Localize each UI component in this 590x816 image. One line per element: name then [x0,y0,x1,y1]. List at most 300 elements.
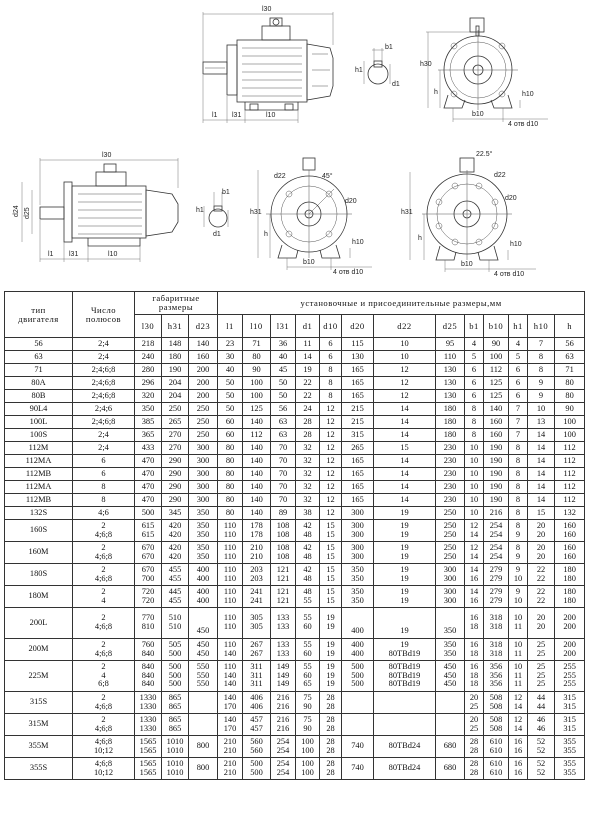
dimension-cell: 12 14 [509,714,528,736]
col-header-l31: l31 [271,315,296,338]
dimension-cell: 125 [484,390,509,403]
dimension-cell: 230 [436,494,465,507]
dimension-cell: 14 [374,429,436,442]
dimension-cell: 160 160 [555,542,585,564]
dimension-cell: 165 [342,377,374,390]
poles-cell: 4;6 [73,507,135,520]
dimension-cell: 19 19 [374,520,436,542]
top-front-h10-label: h10 [522,91,534,98]
poles-cell: 4;6;8 10;12 [73,736,135,758]
col-header-d20: d20 [342,315,374,338]
dimension-cell: 42 48 [296,564,320,586]
bot-flange2-h31-label: h31 [401,209,413,216]
dimension-cell: 204 [162,390,189,403]
bot-flange2-h-label: h [418,235,422,242]
dimension-cell: 420 420 [162,520,189,542]
dimension-cell: 19 [374,608,436,639]
bot-l1-label: l1 [48,251,54,258]
motor-type-cell: 200M [5,639,73,661]
dimension-cell: 218 [135,338,162,351]
dimension-cell: 9 10 [509,586,528,608]
col-header-d23: d23 [189,315,218,338]
dimension-cell: 90 [243,364,271,377]
dimension-cell: 318 318 [484,608,509,639]
dimension-cell: 165 [342,390,374,403]
dimension-cell: 45 [271,364,296,377]
bot-flange2-h10-label: h10 [510,241,522,248]
dimension-cell: 500 500 [243,758,271,780]
bot-l10-label: l10 [108,251,118,258]
dimension-cell: 350 350 [436,639,465,661]
dimension-cell: 420 420 [162,542,189,564]
bot-flange-b10-label: b10 [303,259,315,266]
dimension-cell: 160 [189,351,218,364]
dimension-cell: 350 350 [342,586,374,608]
dimension-cell: 44 44 [528,692,555,714]
top-front-h30-label: h30 [420,61,432,68]
poles-cell: 2 4 [73,586,135,608]
dimension-cell: 445 455 [162,586,189,608]
dimension-cell: 80 [218,481,243,494]
dimension-cell: 90 [484,338,509,351]
dimension-cell: 22 22 [528,586,555,608]
table-row [5,564,585,586]
dimension-cell: 180 [162,351,189,364]
table-row [5,351,585,364]
dimension-cell: 180 180 [555,564,585,586]
dimension-cell: 40 [271,351,296,364]
dimension-cell: 470 [135,455,162,468]
dimension-cell: 12 [320,494,342,507]
dimension-cell: 140 [189,338,218,351]
col-header-h31: h31 [162,315,189,338]
dimension-cell: 108 108 [271,542,296,564]
dimension-cell: 100 [555,416,585,429]
dimension-cell: 10 [465,455,484,468]
dimension-cell: 100 [555,429,585,442]
table-row [5,736,585,758]
dimension-cell: 19 80TBd19 [374,639,436,661]
dimension-cell: 315 315 [555,714,585,736]
dimension-cell: 10 [465,507,484,520]
table-row [5,661,585,692]
dimension-cell: 670 700 [135,564,162,586]
dimension-cell: 178 178 [243,520,271,542]
dimension-cell: 6 [465,390,484,403]
top-front-b10-label: b10 [472,111,484,118]
dimension-cell [374,714,436,736]
dimension-cell: 19 19 [374,586,436,608]
dimension-cell: 680 [436,736,465,758]
dimension-cell: 365 [135,429,162,442]
dimension-cell: 165 [342,481,374,494]
dimension-cell: 110 110 [218,542,243,564]
table-row [5,338,585,351]
dimension-cell: 7 [509,416,528,429]
dimension-cell: 350 [436,608,465,639]
dimension-cell: 190 [484,494,509,507]
dimension-cell: 250 250 [436,542,465,564]
dimension-cell: 7 [509,403,528,416]
dimension-cell: 125 [484,377,509,390]
motor-type-cell: 100S [5,429,73,442]
dimension-cell: 350 [135,403,162,416]
col-header-poles: Число полюсов [73,292,135,338]
dimension-cell: 80TBd24 [374,736,436,758]
motor-type-cell: 112MB [5,494,73,507]
dimension-cell: 300 300 [436,564,465,586]
dimension-cell: 300 300 [342,520,374,542]
top-l1-label: l1 [212,112,218,119]
dimension-cell: 25 25 25 [528,661,555,692]
bot-key-b1-label: b1 [222,189,230,196]
top-front-holes-label: 4 отв d10 [508,121,539,128]
dimension-cell: 22 22 [528,564,555,586]
dimension-cell: 52 52 [528,758,555,780]
dimension-cell: 216 [484,507,509,520]
poles-cell: 2;4;6;8 [73,377,135,390]
dimension-cell: 132 [555,507,585,520]
dimension-cell: 14 16 [465,564,484,586]
dimension-cell: 8 [509,481,528,494]
dimension-cell: 25 25 [528,639,555,661]
dimension-cell: 22 [296,390,320,403]
dimension-cell: 350 [189,507,218,520]
dimension-cell: 500 500 500 [162,661,189,692]
bot-key-d1-label: d1 [213,231,221,238]
table-row [5,586,585,608]
dimension-cell: 5 [509,351,528,364]
dimension-cell: 63 [271,416,296,429]
dimension-cell: 16 16 [509,758,528,780]
dimension-cell: 200 200 [555,608,585,639]
dimension-cell: 121 121 [271,586,296,608]
bot-l31-label: l31 [69,251,79,258]
dimension-cell: 210 210 [243,542,271,564]
dimension-cell: 10 [465,494,484,507]
dimension-cell: 140 [243,442,271,455]
dimension-cell: 130 [436,390,465,403]
dimension-cell: 8 [320,390,342,403]
dimension-cell: 8 9 [509,520,528,542]
dimension-cell [436,714,465,736]
top-l10-label: l10 [266,112,276,119]
dimension-cell: 149 149 149 [271,661,296,692]
motor-type-cell: 112MA [5,455,73,468]
dimension-cell: 112 [484,364,509,377]
dimensions-table [4,291,585,780]
table-row [5,429,585,442]
table-row [5,390,585,403]
dimension-cell: 70 [271,455,296,468]
dimension-cell: 670 670 [135,542,162,564]
dimension-cell: 12 [320,481,342,494]
dimension-cell: 15 [528,507,555,520]
dimension-cell: 16 18 [465,639,484,661]
dimension-cell: 400 400 [189,586,218,608]
dimension-cell: 46 46 [528,714,555,736]
dimension-cell: 63 [555,351,585,364]
dimension-cell: 6 [320,351,342,364]
dimension-cell: 55 60 [296,639,320,661]
dimension-cell: 19 19 [374,564,436,586]
dimension-cell: 80 [218,494,243,507]
table-row [5,507,585,520]
bot-flange2-holes-label: 4 отв d10 [494,271,525,278]
bot-flange2-d20-label: d20 [505,195,517,202]
dimension-cell: 90 [555,403,585,416]
dimension-cell: 22 [296,377,320,390]
dimension-cell: 140 [243,481,271,494]
col-header-h10: h10 [528,315,555,338]
dimension-cell: 28 [296,416,320,429]
dimension-cell: 250 [162,403,189,416]
dimension-cell: 400 [342,608,374,639]
col-header-d1: d1 [296,315,320,338]
dimension-cell: 508 508 [484,692,509,714]
bot-flange2-b10-label: b10 [461,261,473,268]
dimension-cell: 28 28 [320,758,342,780]
dimension-cell: 14 [374,468,436,481]
dimension-cell: 56 [271,403,296,416]
top-key-section [355,44,400,88]
dimension-cell: 10 11 11 [509,661,528,692]
dimension-cell: 160 [484,416,509,429]
dimension-cell: 305 305 [243,608,271,639]
dimension-cell: 180 [436,403,465,416]
dimension-cell: 4 [509,338,528,351]
dimension-cell: 356 356 356 [484,661,509,692]
motor-type-cell: 355M [5,736,73,758]
dimension-cell: 216 216 [271,714,296,736]
bot-flange-h31-label: h31 [250,209,262,216]
dimension-cell: 10 [465,442,484,455]
poles-cell: 2;4 [73,442,135,455]
dimension-cell: 320 [135,390,162,403]
bot-d24-label: d24 [13,205,20,217]
bot-flange-h10-label: h10 [352,239,364,246]
dimension-cell: 36 [271,338,296,351]
dimension-cell: 70 [271,442,296,455]
dimension-cell: 140 [243,494,271,507]
dimension-cell: 300 300 [436,586,465,608]
dimension-cell: 14 [528,481,555,494]
col-header-b1: b1 [465,315,484,338]
dimension-cell: 255 255 255 [555,661,585,692]
bot-l30-label: l30 [102,152,112,159]
dimension-cell: 71 [555,364,585,377]
dimension-cell: 19 19 19 [320,661,342,692]
dimension-cell: 19 19 [320,639,342,661]
dimension-cell: 355 355 [555,758,585,780]
dimension-cell: 80TBd24 [374,758,436,780]
dimension-cell: 12 14 [465,542,484,564]
col-header-l30: l30 [135,315,162,338]
dimension-cell: 15 15 [320,586,342,608]
dimension-cell: 28 28 [320,692,342,714]
dimension-cell: 267 267 [243,639,271,661]
dimension-cell: 760 840 [135,639,162,661]
table-row [5,442,585,455]
table-row [5,542,585,564]
dimension-cell: 140 [243,468,271,481]
dimension-cell: 95 [436,338,465,351]
dimension-cell: 100 [243,377,271,390]
dimension-cell: 100 [484,351,509,364]
dimension-cell: 14 [296,351,320,364]
dimension-cell: 80 [218,442,243,455]
dimension-cell: 14 16 [465,586,484,608]
dimension-cell: 180 [436,416,465,429]
dimension-cell [189,692,218,714]
dimension-cell: 165 [342,494,374,507]
dimension-cell: 315 315 [555,692,585,714]
bot-flange-d22-label: d22 [274,173,286,180]
dimension-cell: 110 110 [218,608,243,639]
dimension-cell: 50 [218,403,243,416]
dimension-cell: 270 [162,442,189,455]
dimension-cell: 15 15 [320,542,342,564]
dimension-cell: 10 [374,351,436,364]
dimension-cell [189,714,218,736]
dimension-cell: 28 28 [320,736,342,758]
dimension-cell: 20 20 [528,520,555,542]
dimension-cell: 8 [320,377,342,390]
dimension-cell: 8 [509,468,528,481]
dimension-cell: 19 19 [374,542,436,564]
bot-flange-h-label: h [264,231,268,238]
dimension-cell: 165 [342,455,374,468]
motor-type-cell: 100L [5,416,73,429]
dimension-cell: 12 [320,416,342,429]
col-header-h1: h1 [509,315,528,338]
dimension-cell: 10 [465,481,484,494]
dimension-cell: 9 10 [509,564,528,586]
dimension-cell: 8 [320,364,342,377]
dimension-cell: 12 14 [509,692,528,714]
dimension-cell: 230 [436,468,465,481]
poles-cell: 2 4;6;8 [73,639,135,661]
motor-type-cell: 160S [5,520,73,542]
dimension-cell: 610 610 [484,736,509,758]
dimension-cell: 130 [436,377,465,390]
dimension-cell: 140 [243,455,271,468]
dimension-cell: 190 [162,364,189,377]
dimension-cell: 20 20 [528,542,555,564]
dimension-cell: 14 [528,442,555,455]
dimension-cell: 14 [528,468,555,481]
motor-type-cell: 112MA [5,481,73,494]
dimension-cell: 615 615 [135,520,162,542]
dimension-cell: 505 500 [162,639,189,661]
dimension-cell: 230 [436,455,465,468]
dimension-cell: 230 [436,442,465,455]
bottom-flange2-view [401,150,536,278]
dimension-cell: 14 [374,403,436,416]
top-key-b1-label: b1 [385,44,393,51]
dimension-cell: 12 [374,377,436,390]
motor-type-cell: 80B [5,390,73,403]
dimension-cell: 450 450 450 [436,661,465,692]
dimension-cell: 290 [162,494,189,507]
dimension-cell: 1565 1565 [135,758,162,780]
dimension-cell: 190 [484,442,509,455]
table-row [5,639,585,661]
col-header-type: тип двигателя [5,292,73,338]
dimension-cell: 204 [162,377,189,390]
dimension-cell: 24 [296,403,320,416]
dimension-cell: 470 [135,494,162,507]
dimension-cell: 210 210 [218,758,243,780]
dimension-cell: 250 [189,403,218,416]
poles-cell: 2;4;6;8 [73,364,135,377]
motor-type-cell: 90L4 [5,403,73,416]
dimension-cell: 550 550 550 [189,661,218,692]
dimension-cell: 7 [528,338,555,351]
dimension-cell: 720 720 [135,586,162,608]
motor-type-cell: 355S [5,758,73,780]
dimension-cell: 50 [218,377,243,390]
col-header-l10: l10 [243,315,271,338]
dimension-cell: 48 55 [296,586,320,608]
dimension-cell: 20 20 [528,608,555,639]
dimension-cell [342,714,374,736]
bot-key-h1-label: h1 [196,207,204,214]
bottom-side-view [13,152,178,262]
dimension-cell: 56 [555,338,585,351]
col-header-d25: d25 [436,315,465,338]
dimension-cell: 200 [189,377,218,390]
dimension-cell: 140 170 [218,692,243,714]
dimension-cell: 8 [528,351,555,364]
dimension-cell: 10 11 [509,639,528,661]
dimension-cell: 7 [509,429,528,442]
dimension-cell: 50 [271,390,296,403]
dimension-cell: 230 [436,481,465,494]
dimension-cell: 125 [243,403,271,416]
dimension-cell: 165 [342,364,374,377]
dimension-cell: 8 [465,403,484,416]
dimension-cell: 200 [189,364,218,377]
dimension-cell: 14 [374,494,436,507]
dimension-cell: 215 [342,403,374,416]
dimension-cell: 38 [296,507,320,520]
col-header-l1: l1 [218,315,243,338]
dimension-cell: 345 [162,507,189,520]
col-header-h: h [555,315,585,338]
dimension-cell: 8 [465,416,484,429]
dimension-cell: 50 [218,390,243,403]
dimension-cell: 110 110 [218,564,243,586]
dimension-cell: 457 457 [243,714,271,736]
dimension-cell: 215 [342,416,374,429]
dimension-cell: 8 9 [509,542,528,564]
dimension-cell: 14 [374,416,436,429]
table-row [5,364,585,377]
dimension-cell: 110 [436,351,465,364]
dimension-cell: 406 406 [243,692,271,714]
dimension-cell: 60 [218,416,243,429]
dimension-cell: 110 110 [218,586,243,608]
dimension-cell: 75 90 [296,714,320,736]
dimension-cell: 80 [218,507,243,520]
top-front-h-label: h [434,89,438,96]
poles-cell: 2 4 6;8 [73,661,135,692]
dimension-cell: 250 [436,507,465,520]
table-row [5,520,585,542]
dimension-cell: 1010 1010 [162,758,189,780]
dimension-cell: 770 810 [135,608,162,639]
